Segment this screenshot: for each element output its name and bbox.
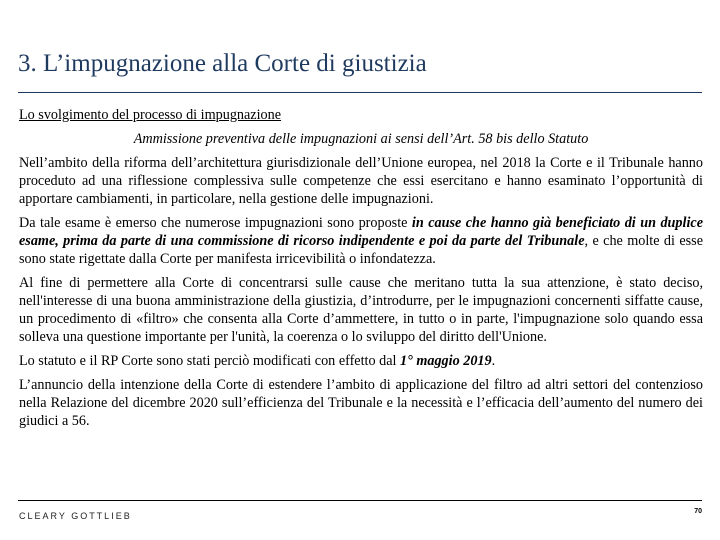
paragraph-2-emphasis: in cause che hanno già beneficiato di un duplice esame, prima da parte di una commissione di ricorso indipendente e poi da parte del Tribunale	[19, 215, 704, 249]
paragraph-4-text-c: .	[491, 353, 496, 369]
slide-body	[19, 106, 703, 436]
paragraph-4-date: 1° maggio 2019	[400, 353, 492, 369]
footer-divider	[18, 500, 702, 501]
paragraph-4-text-a: Lo statuto e il RP Corte sono stati perciò modificati con effetto dal	[19, 353, 401, 369]
paragraph-2-text-a: Da tale esame è emerso che numerose impugnazioni sono proposte	[19, 215, 412, 231]
paragraph-1: Nell’ambito della riforma dell’architettura giurisdizionale dell’Unione europea, nel 2018 la Corte e il Tribunale hanno proceduto ad una riflessione complessiva sulle competenze che essi esercitano e hanno esaminato l’opportunità di apportare cambiamenti, in particolare, nella gestione delle impugnazioni.	[19, 155, 703, 207]
slide-title: 3. L’impugnazione alla Corte di giustizia	[18, 50, 427, 77]
paragraph-2-text-c: , e che molte di esse sono state rigettate dalla Corte per manifesta irricevibilità o infondatezza.	[19, 233, 704, 267]
section-subheading: Ammissione preventiva delle impugnazioni ai sensi dell’Art. 58 bis dello Statuto	[133, 131, 589, 147]
page-number: 70	[694, 508, 702, 515]
paragraph-5: L’annuncio della intenzione della Corte di estendere l’ambito di applicazione del filtro ad altri settori del contenzioso nella Relazione del dicembre 2020 sull’efficienza del Tribunale e la necessità e l’efficacia dell’aumento del numero dei giudici a 56.	[19, 377, 703, 429]
cleary-gottlieb-logo: CLEARY GOTTLIEB	[19, 511, 132, 521]
section-heading: Lo svolgimento del processo di impugnazione	[19, 107, 282, 123]
title-divider	[18, 92, 702, 93]
paragraph-2	[19, 214, 703, 268]
paragraph-3: Al fine di permettere alla Corte di concentrarsi sulle cause che meritano tutta la sua attenzione, è stato deciso, nell'interesse di una buona amministrazione della giustizia, d’introdurre, per le impugnazioni concernenti siffatte cause, un procedimento di «filtro» che consenta alla Corte d’ammettere, in tutto o in parte, l'impugnazione solo quando essa solleva una questione importante per l'unità, la coerenza o lo sviluppo del diritto dell'Unione.	[19, 275, 703, 345]
paragraph-4	[19, 352, 703, 370]
